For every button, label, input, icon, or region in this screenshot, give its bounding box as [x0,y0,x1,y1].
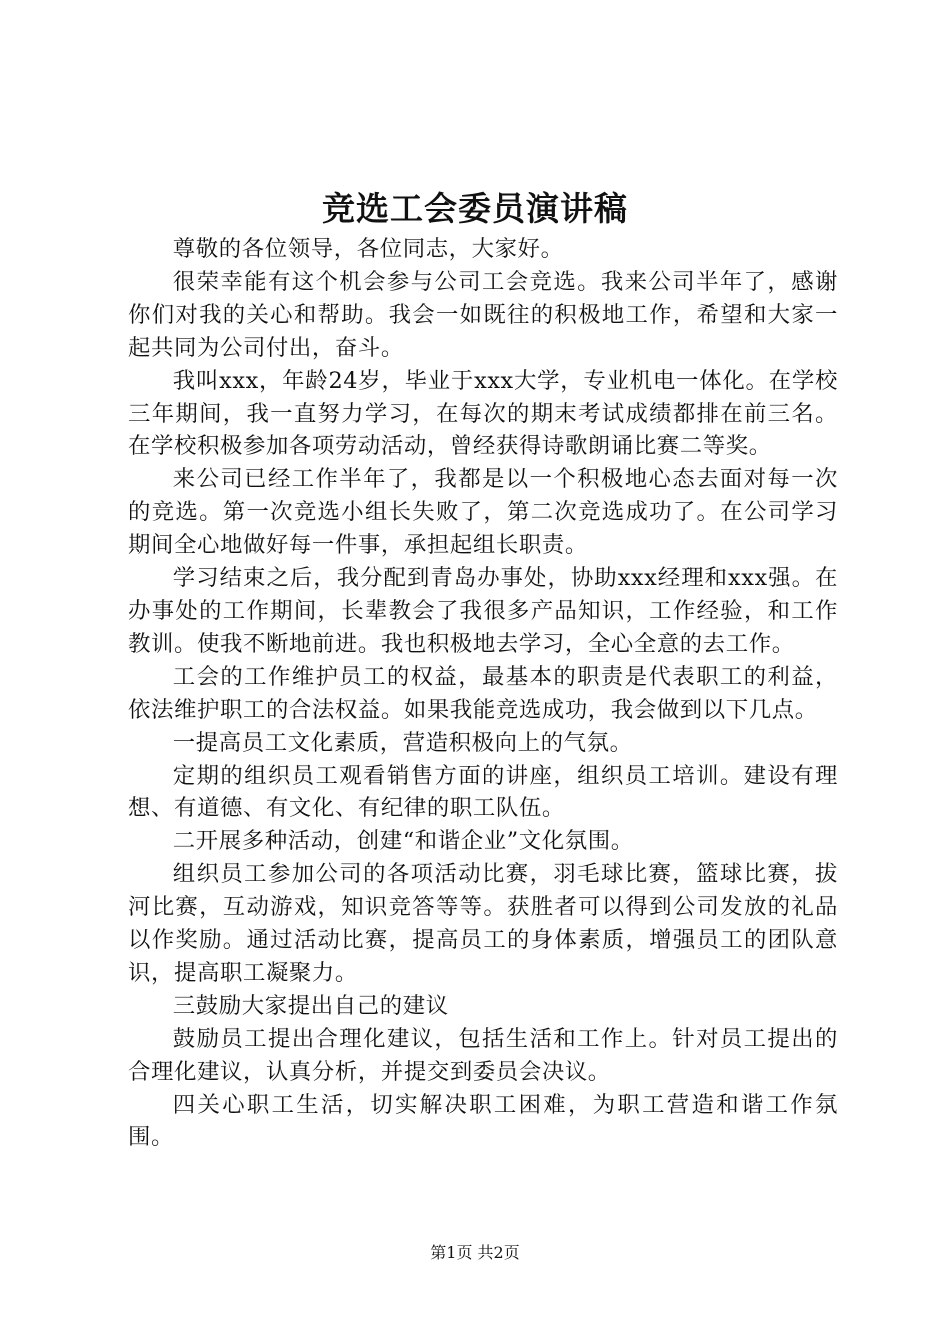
paragraph-point-three-detail: 鼓励员工提出合理化建议，包括生活和工作上。针对员工提出的合理化建议，认真分析，并提交到委员会决议。 [128,1025,838,1085]
paragraph-background: 我叫xxx，年龄24岁，毕业于xxx大学，专业机电一体化。在学校三年期间，我一直努力学习，在每次的期末考试成绩都排在前三名。在学校积极参加各项劳动活动，曾经获得诗歌朗诵比赛二等奖。 [128,367,838,460]
paragraph-point-two-detail: 组织员工参加公司的各项活动比赛，羽毛球比赛，篮球比赛，拔河比赛，互动游戏，知识竞答等等。获胜者可以得到公司发放的礼品以作奖励。通过活动比赛，提高员工的身体素质，增强员工的团队意识，提高职工凝聚力。 [128,861,838,986]
paragraph-point-one-heading: 一提高员工文化素质，营造积极向上的气氛。 [172,729,633,756]
paragraph-point-two-heading: 二开展多种活动，创建“和谐企业”文化氛围。 [172,828,634,855]
document-body [128,233,838,1154]
paragraph-greeting: 尊敬的各位领导，各位同志，大家好。 [172,236,564,262]
paragraph-work-experience: 来公司已经工作半年了，我都是以一个积极地心态去面对每一次的竞选。第一次竞选小组长失败了，第二次竞选成功了。在公司学习期间全心地做好每一件事，承担起组长职责。 [128,466,838,559]
paragraph-intro: 很荣幸能有这个机会参与公司工会竞选。我来公司半年了，感谢你们对我的关心和帮助。我会一如既往的积极地工作，希望和大家一起共同为公司付出，奋斗。 [128,268,838,361]
paragraph-office-assignment: 学习结束之后，我分配到青岛办事处，协助xxx经理和xxx强。在办事处的工作期间，长辈教会了我很多产品知识，工作经验，和工作教训。使我不断地前进。我也积极地去学习，全心全意的去工作。 [128,565,838,657]
paragraph-point-three-heading: 三鼓励大家提出自己的建议 [172,992,449,1019]
paragraph-point-one-detail: 定期的组织员工观看销售方面的讲座，组织员工培训。建设有理想、有道德、有文化、有纪律的职工队伍。 [128,762,838,822]
document-title: 竞选工会委员演讲稿 [322,189,628,228]
paragraph-union-duties: 工会的工作维护员工的权益，最基本的职责是代表职工的利益，依法维护职工的合法权益。如果我能竞选成功，我会做到以下几点。 [128,663,838,723]
page-number-footer: 第1页 共2页 [430,1243,520,1262]
paragraph-point-four-heading: 四关心职工生活，切实解决职工困难，为职工营造和谐工作氛围。 [128,1091,838,1151]
